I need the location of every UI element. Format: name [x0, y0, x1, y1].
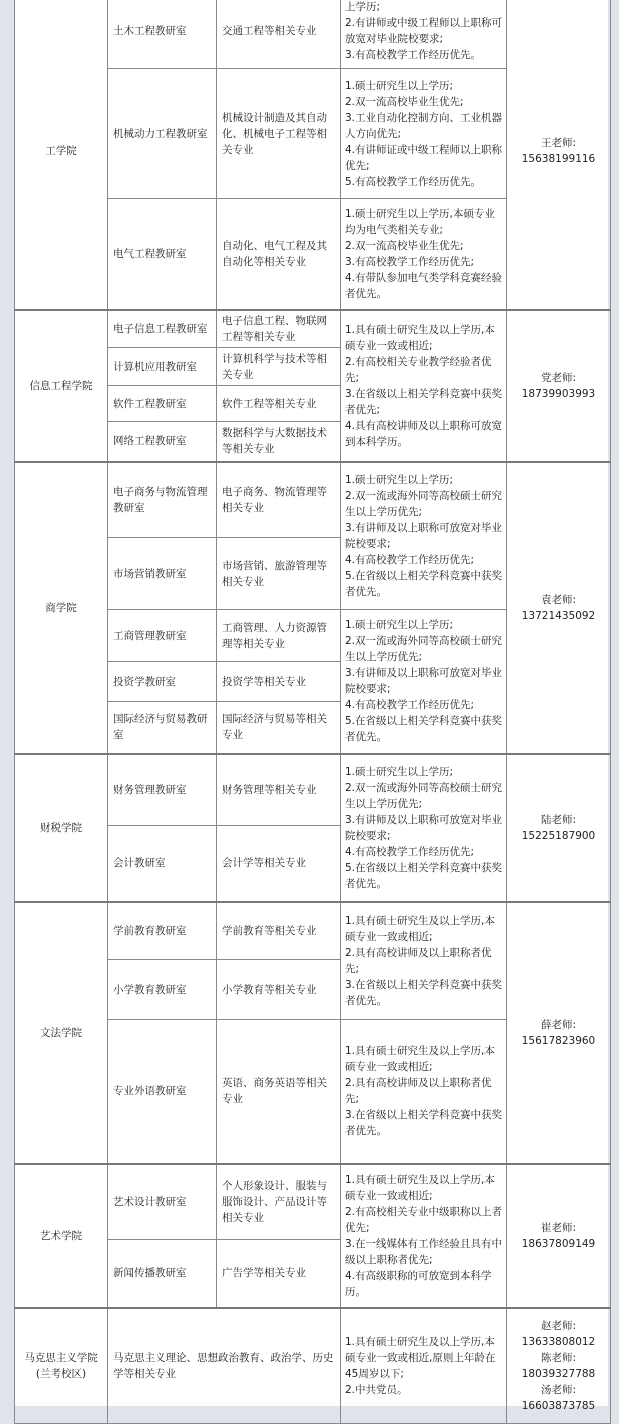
- requirement-line: 4.有高级职称的可放宽到本科学历。: [345, 1269, 492, 1298]
- requirement-line: 2.具有高校讲师及以上职称者优先;: [345, 946, 492, 975]
- teaching-room: 小学教育教研室: [108, 960, 217, 1020]
- table-row: [15, 902, 611, 960]
- college-name: 文法学院: [15, 902, 108, 1164]
- requirement-line: 3.有讲师及以上职称可放宽对毕业院校要求;: [345, 813, 503, 842]
- college-name: 马克思主义学院(兰考校区): [15, 1308, 108, 1424]
- related-major: 英语、商务英语等相关专业: [217, 1020, 341, 1164]
- requirement-line: 上学历;: [345, 0, 381, 13]
- teaching-room: 电子信息工程教研室: [108, 310, 217, 348]
- requirement-line: 2.有讲师或中级工程师以上职称可放宽对毕业院校要求;: [345, 16, 503, 45]
- teaching-room: 投资学教研室: [108, 662, 217, 702]
- requirement-line: 3.在省级以上相关学科竞赛中获奖者优先。: [345, 1109, 503, 1138]
- contact-name: 薛老师:: [540, 1018, 577, 1031]
- related-major: 市场营销、旅游管理等相关专业: [217, 538, 341, 610]
- teaching-room: 会计教研室: [108, 826, 217, 902]
- requirement-line: 1.硕士研究生以上学历;: [345, 79, 454, 92]
- related-major: 自动化、电气工程及其自动化等相关专业: [217, 199, 341, 310]
- requirements: [341, 902, 507, 1020]
- requirement-line: 3.在省级以上相关学科竞赛中获奖者优先。: [345, 978, 503, 1007]
- table-row: [15, 754, 611, 826]
- related-major: 电子信息工程、物联网工程等相关专业: [217, 310, 341, 348]
- teaching-room: 电子商务与物流管理教研室: [108, 462, 217, 538]
- teaching-room: 土木工程教研室: [108, 0, 217, 69]
- table-row: [15, 0, 611, 69]
- college-name: 工学院: [15, 0, 108, 310]
- teaching-room: 专业外语教研室: [108, 1020, 217, 1164]
- contact-cell: [507, 310, 611, 462]
- recruitment-table: [14, 0, 611, 1424]
- related-major: 软件工程等相关专业: [217, 386, 341, 422]
- teaching-room: 学前教育教研室: [108, 902, 217, 960]
- contact-name: 陈老师:: [540, 1351, 577, 1364]
- teaching-room: 艺术设计教研室: [108, 1164, 217, 1240]
- requirements: [341, 0, 507, 69]
- requirement-line: 3.在省级以上相关学科竞赛中获奖者优先;: [345, 387, 503, 416]
- teaching-room: 网络工程教研室: [108, 422, 217, 462]
- teaching-room: 电气工程教研室: [108, 199, 217, 310]
- contact-cell: [507, 0, 611, 310]
- college-name: 艺术学院: [15, 1164, 108, 1308]
- teaching-room: 国际经济与贸易教研室: [108, 702, 217, 754]
- table-row: [15, 1308, 611, 1424]
- related-major: 机械设计制造及其自动化、机械电子工程等相关专业: [217, 69, 341, 199]
- requirement-line: 1.硕士研究生以上学历,本硕专业均为电气类相关专业;: [345, 207, 495, 236]
- contact-name: 袁老师:: [540, 593, 577, 606]
- requirement-line: 2.双一流或海外同等高校硕士研究生以上学历优先;: [345, 781, 503, 810]
- related-major: 工商管理、人力资源管理等相关专业: [217, 610, 341, 662]
- contact-phone: 15617823960: [521, 1034, 596, 1047]
- contact-phone: 18739903993: [521, 387, 596, 400]
- teaching-room: 市场营销教研室: [108, 538, 217, 610]
- requirement-line: 3.有讲师及以上职称可放宽对毕业院校要求;: [345, 667, 503, 696]
- requirements: [341, 1164, 507, 1308]
- related-major: 数据科学与大数据技术等相关专业: [217, 422, 341, 462]
- college-name: 商学院: [15, 462, 108, 754]
- related-major: 个人形象设计、服装与服饰设计、产品设计等相关专业: [217, 1164, 341, 1240]
- related-major: 会计学等相关专业: [217, 826, 341, 902]
- contact-phone: 15638199116: [521, 152, 596, 165]
- table-row: [15, 1164, 611, 1240]
- requirement-line: 5.在省级以上相关学科竞赛中获奖者优先。: [345, 569, 503, 598]
- table-row: [15, 310, 611, 348]
- requirement-line: 2.有高校相关专业教学经验者优先;: [345, 355, 492, 384]
- contact-cell: [507, 902, 611, 1164]
- contact-phone: 18039327788: [521, 1367, 596, 1380]
- teaching-room: 财务管理教研室: [108, 754, 217, 826]
- requirement-line: 4.有高校教学工作经历优先;: [345, 845, 475, 858]
- college-name: 财税学院: [15, 754, 108, 902]
- contact-name: 王老师:: [540, 136, 577, 149]
- contact-cell: [507, 754, 611, 902]
- requirement-line: 2.有高校相关专业中级职称以上者优先;: [345, 1205, 503, 1234]
- requirements: [341, 1020, 507, 1164]
- table-row: [15, 462, 611, 538]
- contact-name: 赵老师:: [540, 1319, 577, 1332]
- requirement-line: 3.有高校教学工作经历优先;: [345, 255, 475, 268]
- contact-phone: 15225187900: [521, 829, 596, 842]
- contact-phone: 13721435092: [521, 609, 596, 622]
- requirements: [341, 310, 507, 462]
- requirement-line: 5.在省级以上相关学科竞赛中获奖者优先。: [345, 715, 503, 744]
- requirement-line: 2.双一流或海外同等高校硕士研究生以上学历优先;: [345, 635, 503, 664]
- requirement-line: 4.有带队参加电气类学科竞赛经验者优先。: [345, 271, 503, 300]
- requirement-line: 5.有高校教学工作经历优先。: [345, 175, 482, 188]
- teaching-room: 工商管理教研室: [108, 610, 217, 662]
- college-name: 信息工程学院: [15, 310, 108, 462]
- requirements: [341, 69, 507, 199]
- requirement-line: 1.具有硕士研究生及以上学历,本硕专业一致或相近;: [345, 1173, 495, 1202]
- contact-name: 崔老师:: [540, 1221, 577, 1234]
- teaching-room: 机械动力工程教研室: [108, 69, 217, 199]
- related-major: 计算机科学与技术等相关专业: [217, 348, 341, 386]
- related-major: 小学教育等相关专业: [217, 960, 341, 1020]
- teaching-room: 新闻传播教研室: [108, 1240, 217, 1308]
- requirement-line: 5.在省级以上相关学科竞赛中获奖者优先。: [345, 861, 503, 890]
- requirement-line: 1.硕士研究生以上学历;: [345, 619, 454, 632]
- related-major: 国际经济与贸易等相关专业: [217, 702, 341, 754]
- requirements: [341, 1308, 507, 1424]
- requirements: [341, 462, 507, 610]
- requirement-line: 4.具有高校讲师及以上职称可放宽到本科学历。: [345, 419, 503, 448]
- contact-cell: [507, 1308, 611, 1424]
- requirement-line: 3.有讲师及以上职称可放宽对毕业院校要求;: [345, 521, 503, 550]
- requirement-line: 4.有高校教学工作经历优先;: [345, 699, 475, 712]
- requirement-line: 2.中共党员。: [345, 1383, 408, 1396]
- contact-phone: 18637809149: [521, 1237, 596, 1250]
- requirements: [341, 754, 507, 902]
- requirement-line: 2.双一流高校毕业生优先;: [345, 239, 464, 252]
- related-major: 电子商务、物流管理等相关专业: [217, 462, 341, 538]
- requirement-line: 4.有高校教学工作经历优先;: [345, 553, 475, 566]
- contact-cell: [507, 462, 611, 754]
- requirements: [341, 199, 507, 310]
- requirement-line: 3.在一线媒体有工作经验且具有中级以上职称者优先;: [345, 1237, 503, 1266]
- requirements: [341, 610, 507, 754]
- teaching-room: 软件工程教研室: [108, 386, 217, 422]
- requirement-line: 1.硕士研究生以上学历;: [345, 765, 454, 778]
- requirement-line: 2.双一流高校毕业生优先;: [345, 95, 464, 108]
- contact-name: 陆老师:: [540, 813, 577, 826]
- contact-phone: 13633808012: [521, 1335, 596, 1348]
- requirement-line: 1.具有硕士研究生及以上学历,本硕专业一致或相近;: [345, 1045, 495, 1074]
- contact-name: 党老师:: [540, 371, 577, 384]
- requirement-line: 4.有讲师证或中级工程师以上职称优先;: [345, 143, 503, 172]
- teaching-room: 计算机应用教研室: [108, 348, 217, 386]
- requirement-line: 2.具有高校讲师及以上职称者优先;: [345, 1077, 492, 1106]
- requirement-line: 1.硕士研究生以上学历;: [345, 473, 454, 486]
- related-major: 马克思主义理论、思想政治教育、政治学、历史学等相关专业: [108, 1308, 341, 1424]
- related-major: 广告学等相关专业: [217, 1240, 341, 1308]
- contact-name: 汤老师:: [540, 1383, 577, 1396]
- related-major: 财务管理等相关专业: [217, 754, 341, 826]
- requirement-line: 3.工业自动化控制方向、工业机器人方向优先;: [345, 111, 503, 140]
- requirement-line: 1.具有硕士研究生及以上学历,本硕专业一致或相近;: [345, 323, 495, 352]
- related-major: 学前教育等相关专业: [217, 902, 341, 960]
- contact-cell: [507, 1164, 611, 1308]
- contact-phone: 16603873785: [521, 1399, 596, 1412]
- requirement-line: 1.具有硕士研究生及以上学历,本硕专业一致或相近,原则上年龄在45周岁以下;: [345, 1335, 496, 1380]
- related-major: 投资学等相关专业: [217, 662, 341, 702]
- related-major: 交通工程等相关专业: [217, 0, 341, 69]
- requirement-line: 2.双一流或海外同等高校硕士研究生以上学历优先;: [345, 489, 503, 518]
- requirement-line: 1.具有硕士研究生及以上学历,本硕专业一致或相近;: [345, 914, 495, 943]
- requirement-line: 3.有高校教学工作经历优先。: [345, 48, 482, 61]
